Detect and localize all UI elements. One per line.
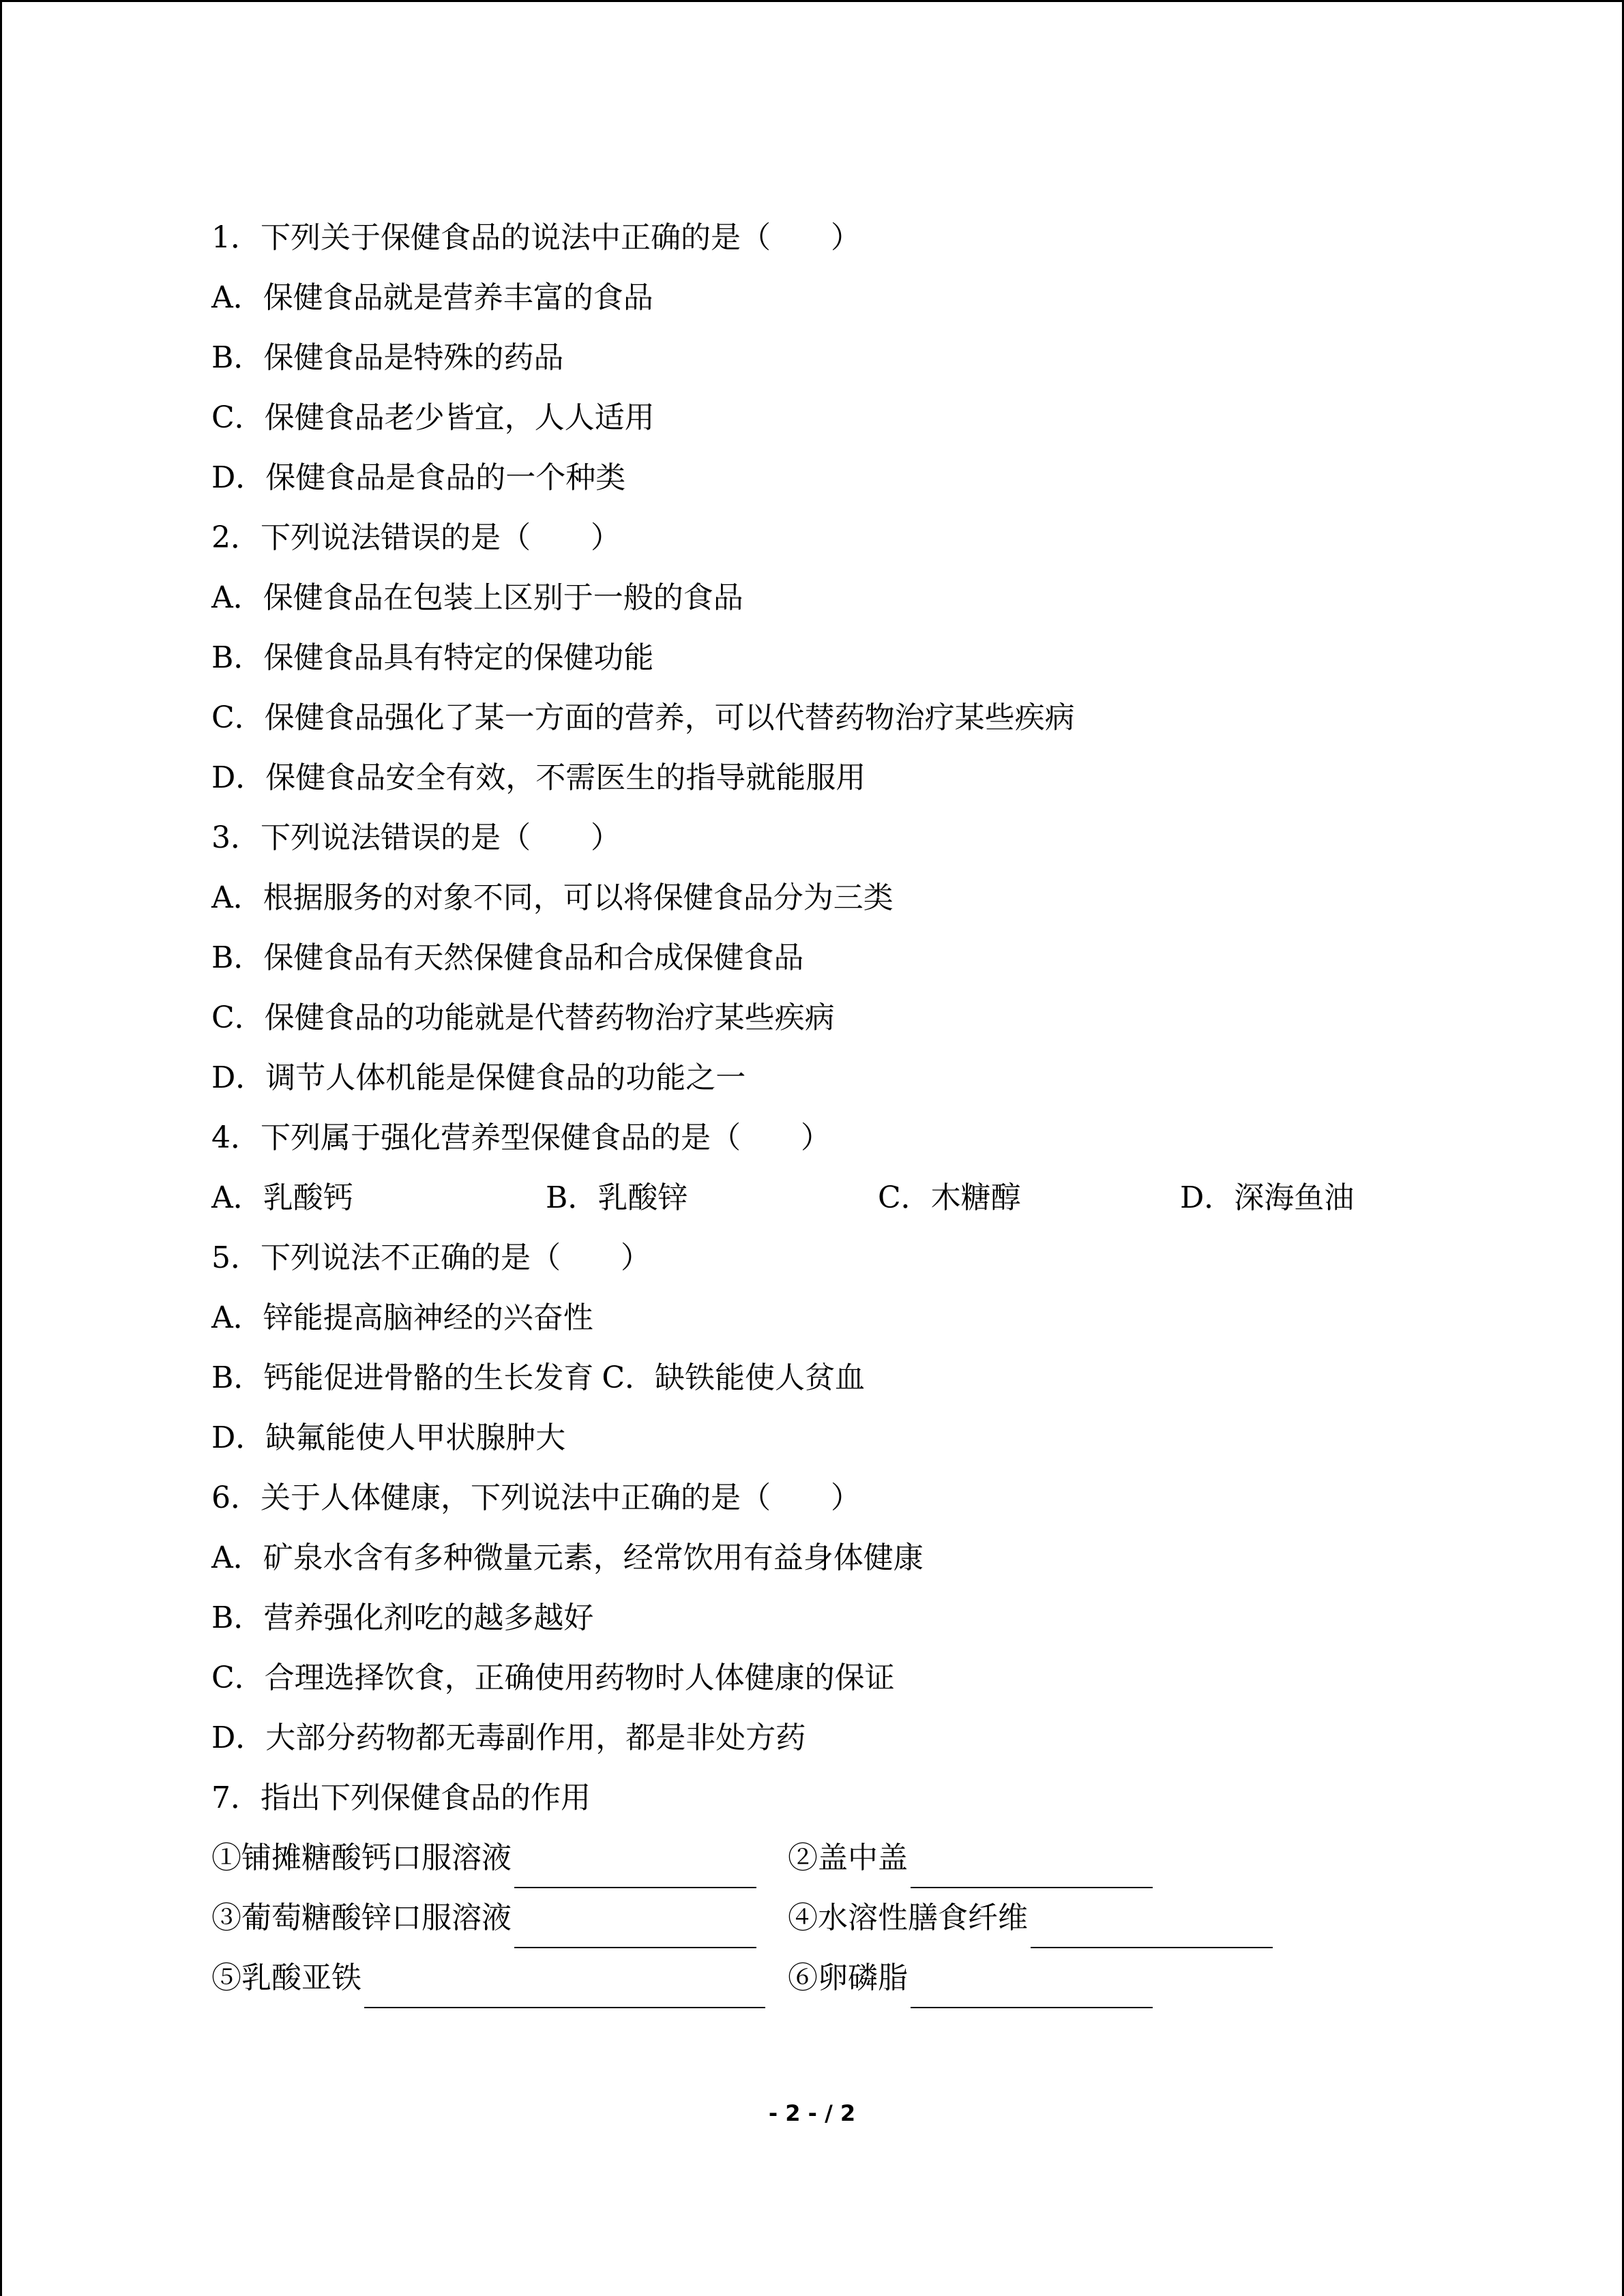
- question-7-item-2-answer-blank[interactable]: [911, 1858, 1153, 1888]
- question-4-option-d: D．深海鱼油: [1180, 1180, 1355, 1215]
- question-5-options-row-bc: [211, 1348, 1507, 1408]
- question-7-item-4-answer-blank[interactable]: [1031, 1918, 1273, 1948]
- question-1-option-d: D．保健食品是食品的一个种类: [211, 460, 626, 495]
- question-7-item-3-label: ③葡萄糖酸锌口服溶液: [211, 1900, 512, 1935]
- question-6-option-c: C．合理选择饮食，正确使用药物时人体健康的保证: [211, 1660, 895, 1695]
- question-7-row-2: [211, 1888, 1507, 1948]
- question-7-item-5-answer-blank[interactable]: [364, 1978, 765, 2008]
- question-7-item-2-cell: [788, 1828, 1153, 1888]
- question-4-stem: 4．下列属于强化营养型保健食品的是（ ）: [211, 1120, 831, 1155]
- question-7-item-3-answer-blank[interactable]: [514, 1918, 756, 1948]
- question-6-option-d: D．大部分药物都无毒副作用，都是非处方药: [211, 1720, 806, 1755]
- question-1-stem: 1．下列关于保健食品的说法中正确的是（ ）: [211, 220, 861, 255]
- question-7-stem: 7．指出下列保健食品的作用: [211, 1780, 591, 1815]
- question-7-item-6-label: ⑥卵磷脂: [788, 1960, 908, 1995]
- question-7-item-1-label: ①铺摊糖酸钙口服溶液: [211, 1840, 512, 1875]
- question-6-option-b: B．营养强化剂吃的越多越好: [211, 1600, 594, 1635]
- page-number: - 2 - / 2: [768, 2100, 856, 2126]
- question-5-stem: 5．下列说法不正确的是（ ）: [211, 1240, 651, 1275]
- question-3-option-a: A．根据服务的对象不同，可以将保健食品分为三类: [211, 880, 894, 915]
- question-1-option-a: A．保健食品就是营养丰富的食品: [211, 280, 653, 315]
- question-5-option-a: A．锌能提高脑神经的兴奋性: [211, 1300, 593, 1335]
- question-2-option-a: A．保健食品在包装上区别于一般的食品: [211, 580, 743, 615]
- question-4-option-b: B．乳酸锌: [546, 1180, 688, 1215]
- question-4-options-row: [211, 1168, 1507, 1228]
- question-7-item-5-cell: [211, 1948, 788, 2008]
- document-body: [211, 208, 1507, 2008]
- question-1-option-c: C．保健食品老少皆宜，人人适用: [211, 400, 655, 435]
- question-7-item-6-cell: [788, 1948, 1153, 2008]
- question-6-stem: 6．关于人体健康，下列说法中正确的是（ ）: [211, 1480, 861, 1515]
- question-7-item-6-answer-blank[interactable]: [911, 1978, 1153, 2008]
- question-7-item-2-label: ②盖中盖: [788, 1840, 908, 1875]
- question-3-option-b: B．保健食品有天然保健食品和合成保健食品: [211, 940, 804, 975]
- question-4-option-a: A．乳酸钙: [211, 1180, 353, 1215]
- question-2-option-c: C．保健食品强化了某一方面的营养，可以代替药物治疗某些疾病: [211, 700, 1075, 735]
- question-6-option-a: A．矿泉水含有多种微量元素，经常饮用有益身体健康: [211, 1540, 924, 1575]
- question-2-option-d: D．保健食品安全有效，不需医生的指导就能服用: [211, 760, 866, 795]
- question-1-option-b: B．保健食品是特殊的药品: [211, 340, 564, 375]
- question-7-item-1-answer-blank[interactable]: [514, 1858, 756, 1888]
- question-5-option-b: B．钙能促进骨骼的生长发育: [211, 1360, 594, 1395]
- question-5-option-d: D．缺氟能使人甲状腺肿大: [211, 1420, 566, 1455]
- question-3-option-c: C．保健食品的功能就是代替药物治疗某些疾病: [211, 1000, 835, 1035]
- question-7-item-3-cell: [211, 1888, 788, 1948]
- question-5-option-c: C．缺铁能使人贫血: [602, 1360, 866, 1395]
- question-3-option-d: D．调节人体机能是保健食品的功能之一: [211, 1060, 746, 1095]
- question-4-option-c: C．木糖醇: [878, 1180, 1021, 1215]
- question-2-option-b: B．保健食品具有特定的保健功能: [211, 640, 654, 675]
- question-7-item-4-label: ④水溶性膳食纤维: [788, 1900, 1028, 1935]
- question-7-item-5-label: ⑤乳酸亚铁: [211, 1960, 361, 1995]
- question-3-stem: 3．下列说法错误的是（ ）: [211, 820, 621, 855]
- question-7-row-1: [211, 1828, 1507, 1888]
- question-7-row-3: [211, 1948, 1507, 2008]
- question-2-stem: 2．下列说法错误的是（ ）: [211, 520, 621, 555]
- question-7-item-4-cell: [788, 1888, 1273, 1948]
- question-7-item-1-cell: [211, 1828, 788, 1888]
